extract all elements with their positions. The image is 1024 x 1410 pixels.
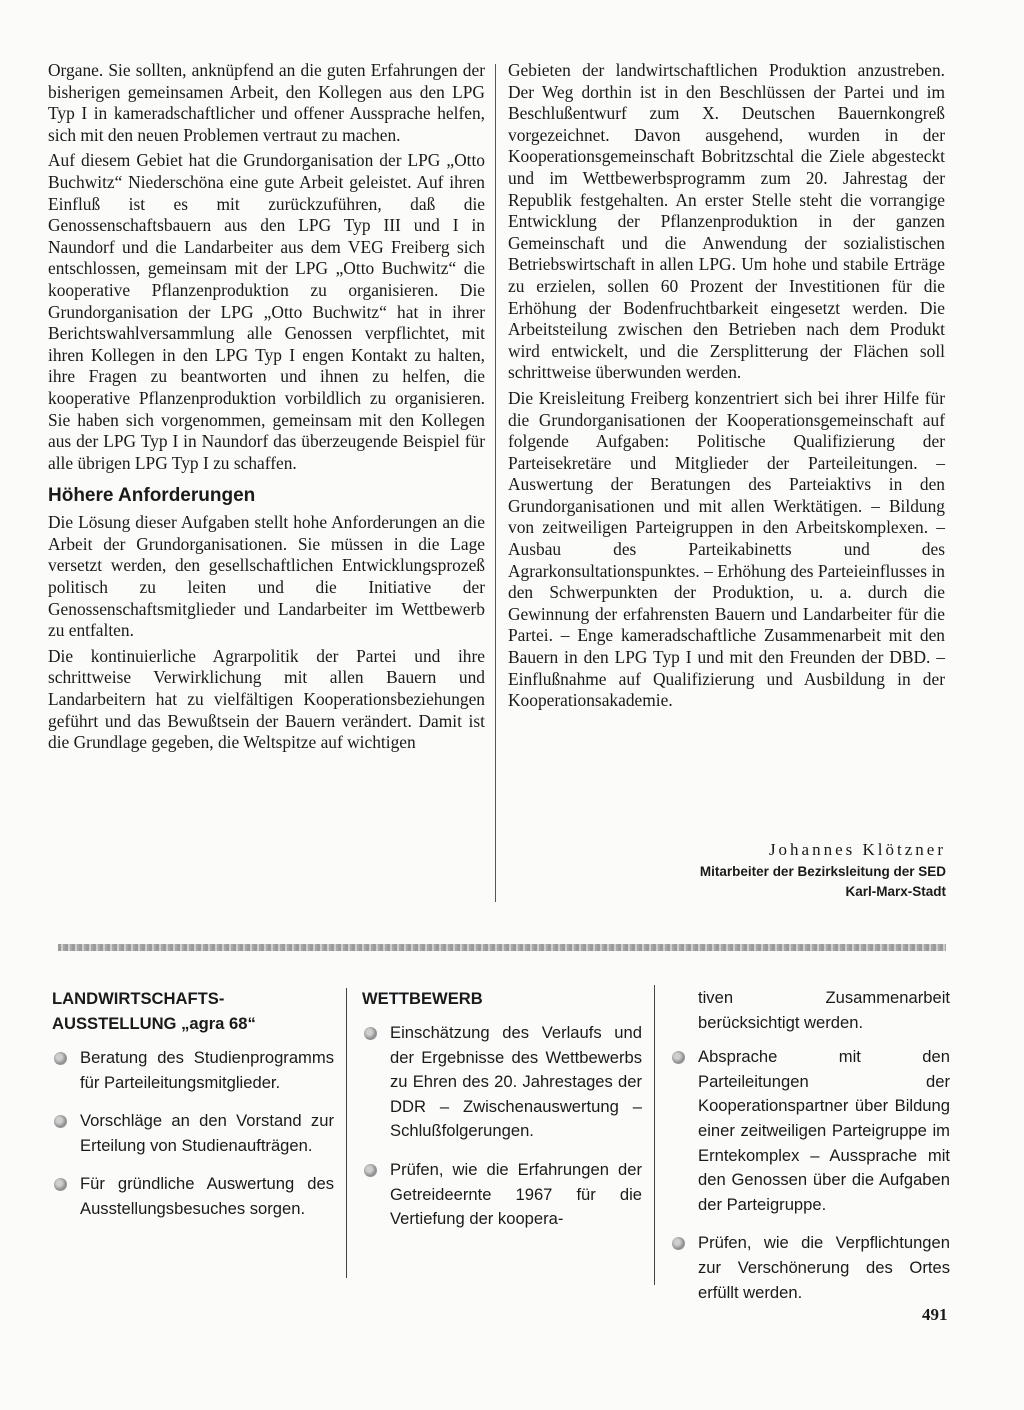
signature-block xyxy=(700,838,946,902)
section-divider xyxy=(58,944,946,951)
paragraph: Die kontinuierliche Agrarpolitik der Partei und ihre schrittweise Verwirklichung mit allen Bauern und Landarbeitern hat zu vielfältigen Kooperationsbeziehungen geführt und das Bewußtsein der Bauern verändert. Damit ist die Grundlage gegeben, die Weltspitze auf wichtigen xyxy=(48,645,485,753)
paragraph: Gebieten der landwirtschaftlichen Produktion anzustreben. Der Weg dorthin ist in den Beschlüssen der Partei und im Beschlußentwurf zum X. Deutschen Bauernkongreß vorgezeichnet. Davon ausgehend, wurden in der Kooperationsgemeinschaft Bobritzschtal die Ziele abgesteckt und im Wettbewerbsprogramm zum 20. Jahrestag der Republik festgehalten. An erster Stelle steht die vorrangige Entwicklung der Pflanzenproduktion in der ganzen Gemeinschaft und die Anwendung der sozialistischen Betriebswirtschaft in allen LPG. Um hohe und stabile Erträge zu erzielen, sollen 60 Prozent der Investitionen für die Erhöhung der Bodenfruchtbarkeit eingesetzt werden. Die Arbeitsteilung zwischen den Betrieben nach dem Produkt wird entwickelt, und die Zersplitterung der Flächen soll schrittweise überwunden werden. xyxy=(508,60,945,383)
list-item xyxy=(52,1046,334,1095)
column-divider xyxy=(495,64,496,902)
section-heading: Höhere Anforderungen xyxy=(48,485,256,507)
author-name: Johannes Klötzner xyxy=(768,840,946,859)
list-item xyxy=(670,1045,950,1217)
bullet-icon xyxy=(364,1164,377,1177)
bullet-icon xyxy=(54,1052,67,1065)
list-item-text: Prüfen, wie die Erfahrungen der Getreideernte 1967 für die Vertiefung der koopera- xyxy=(390,1159,642,1229)
list-item xyxy=(362,1021,642,1144)
article-left-column xyxy=(48,60,485,754)
box-title xyxy=(52,986,334,1036)
box-wettbewerb xyxy=(362,986,642,1246)
bullet-icon xyxy=(364,1027,377,1040)
page-number: 491 xyxy=(922,1305,948,1324)
box-agra68 xyxy=(52,986,334,1236)
list-item xyxy=(52,1172,334,1221)
list-item-text: Einschätzung des Verlaufs und der Ergebnisse des Wettbewerbs zu Ehren des 20. Jahrestages der DDR – Zwischenauswertung – Schlußfolgerungen. xyxy=(390,1023,642,1141)
list-item-text: Vorschläge an den Vorstand zur Erteilung von Studienaufträgen. xyxy=(80,1111,334,1155)
paragraph: Die Lösung dieser Aufgaben stellt hohe Anforderungen an die Arbeit der Grundorganisationen. Sie müssen in die Lage versetzt werden, den gesellschaftlichen Entwicklungsprozeß politisch zu leiten und die Initiative der Genossenschaftsmitglieder und Landarbeiter im Wettbewerb zu entfalten. xyxy=(48,512,485,641)
box-title-line: AUSSTELLUNG „agra 68“ xyxy=(52,1014,256,1033)
box-title: WETTBEWERB xyxy=(362,989,483,1008)
box-continuation xyxy=(670,986,950,1319)
bullet-icon xyxy=(54,1115,67,1128)
author-role: Mitarbeiter der Bezirksleitung der SED xyxy=(699,864,946,879)
author-location: Karl-Marx-Stadt xyxy=(845,884,946,899)
bullet-icon xyxy=(54,1178,67,1191)
list-item xyxy=(52,1109,334,1158)
list-item-text: Absprache mit den Parteileitungen der Kooperationspartner über Bildung einer zeitweiligen Parteigruppe im Erntekomplex – Aussprache mit den Genossen über die Aufgaben der Parteigruppe. xyxy=(698,1047,950,1214)
list-item xyxy=(670,1231,950,1305)
box-divider xyxy=(654,985,655,1285)
bullet-icon xyxy=(672,1051,685,1064)
paragraph: Auf diesem Gebiet hat die Grundorganisation der LPG „Otto Buchwitz“ Niederschöna eine gute Arbeit geleistet. Auf ihren Einfluß ist es mit zurückzuführen, daß die Genossenschaftsbauern aus den LPG Typ III und I in Naundorf und die Landarbeiter aus dem VEG Freiberg sich entschlossen, gemeinsam mit der LPG „Otto Buchwitz“ die kooperative Pflanzenproduktion zu organisieren. Die Grundorganisation der LPG „Otto Buchwitz“ hat in ihrer Berichtswahlversammlung alle Genossen verpflichtet, mit ihren Kollegen in den LPG Typ I engen Kontakt zu halten, ihre Fragen zu beantworten und ihnen zu helfen, die kooperative Pflanzenproduktion vorbildlich zu organisieren. Sie haben sich vorgenommen, gemeinsam mit den Kollegen aus der LPG Typ I in Naundorf das überzeugende Beispiel für alle übrigen LPG Typ I zu schaffen. xyxy=(48,150,485,473)
box-divider xyxy=(346,988,347,1278)
box-title-line: LANDWIRTSCHAFTS- xyxy=(52,989,225,1008)
list-item-text: Für gründliche Auswertung des Ausstellungsbesuches sorgen. xyxy=(80,1174,334,1218)
paragraph: Organe. Sie sollten, anknüpfend an die guten Erfahrungen der bisherigen gemeinsamen Arbeit, den Kollegen aus den LPG Typ I in kameradschaftlicher und offener Aussprache helfen, sich mit den neuen Problemen vertraut zu machen. xyxy=(48,60,485,145)
continuation-text: tiven Zusammenarbeit berücksichtigt werden. xyxy=(698,988,950,1032)
list-item-text: Beratung des Studienprogramms für Parteileitungsmitglieder. xyxy=(80,1048,334,1092)
article-right-column xyxy=(508,60,945,716)
list-item xyxy=(362,1158,642,1232)
paragraph: Die Kreisleitung Freiberg konzentriert sich bei ihrer Hilfe für die Grundorganisationen der Kooperationsgemeinschaft auf folgende Aufgaben: Politische Qualifizierung der Parteisekretäre und Mitglieder der Parteileitungen. – Auswertung der Beratungen des Parteiaktivs in den Grundorganisationen und mit allen Werktätigen. – Bildung von zeitweiligen Parteigruppen in den Arbeitskomplexen. – Ausbau des Parteikabinetts und des Agrarkonsultationspunktes. – Erhöhung des Parteieinflusses in den Schwerpunkten der Produktion, u. a. durch die Gewinnung der erfahrensten Bauern und Landarbeiter für die Partei. – Enge kameradschaftliche Zusammenarbeit mit den Bauern in den LPG Typ I und mit den Freunden der DBD. – Einflußnahme auf Qualifizierung und Ausbildung in der Kooperationsakademie. xyxy=(508,387,945,711)
bullet-icon xyxy=(672,1237,685,1250)
list-item-text: Prüfen, wie die Verpflichtungen zur Verschönerung des Ortes erfüllt werden. xyxy=(698,1233,950,1302)
